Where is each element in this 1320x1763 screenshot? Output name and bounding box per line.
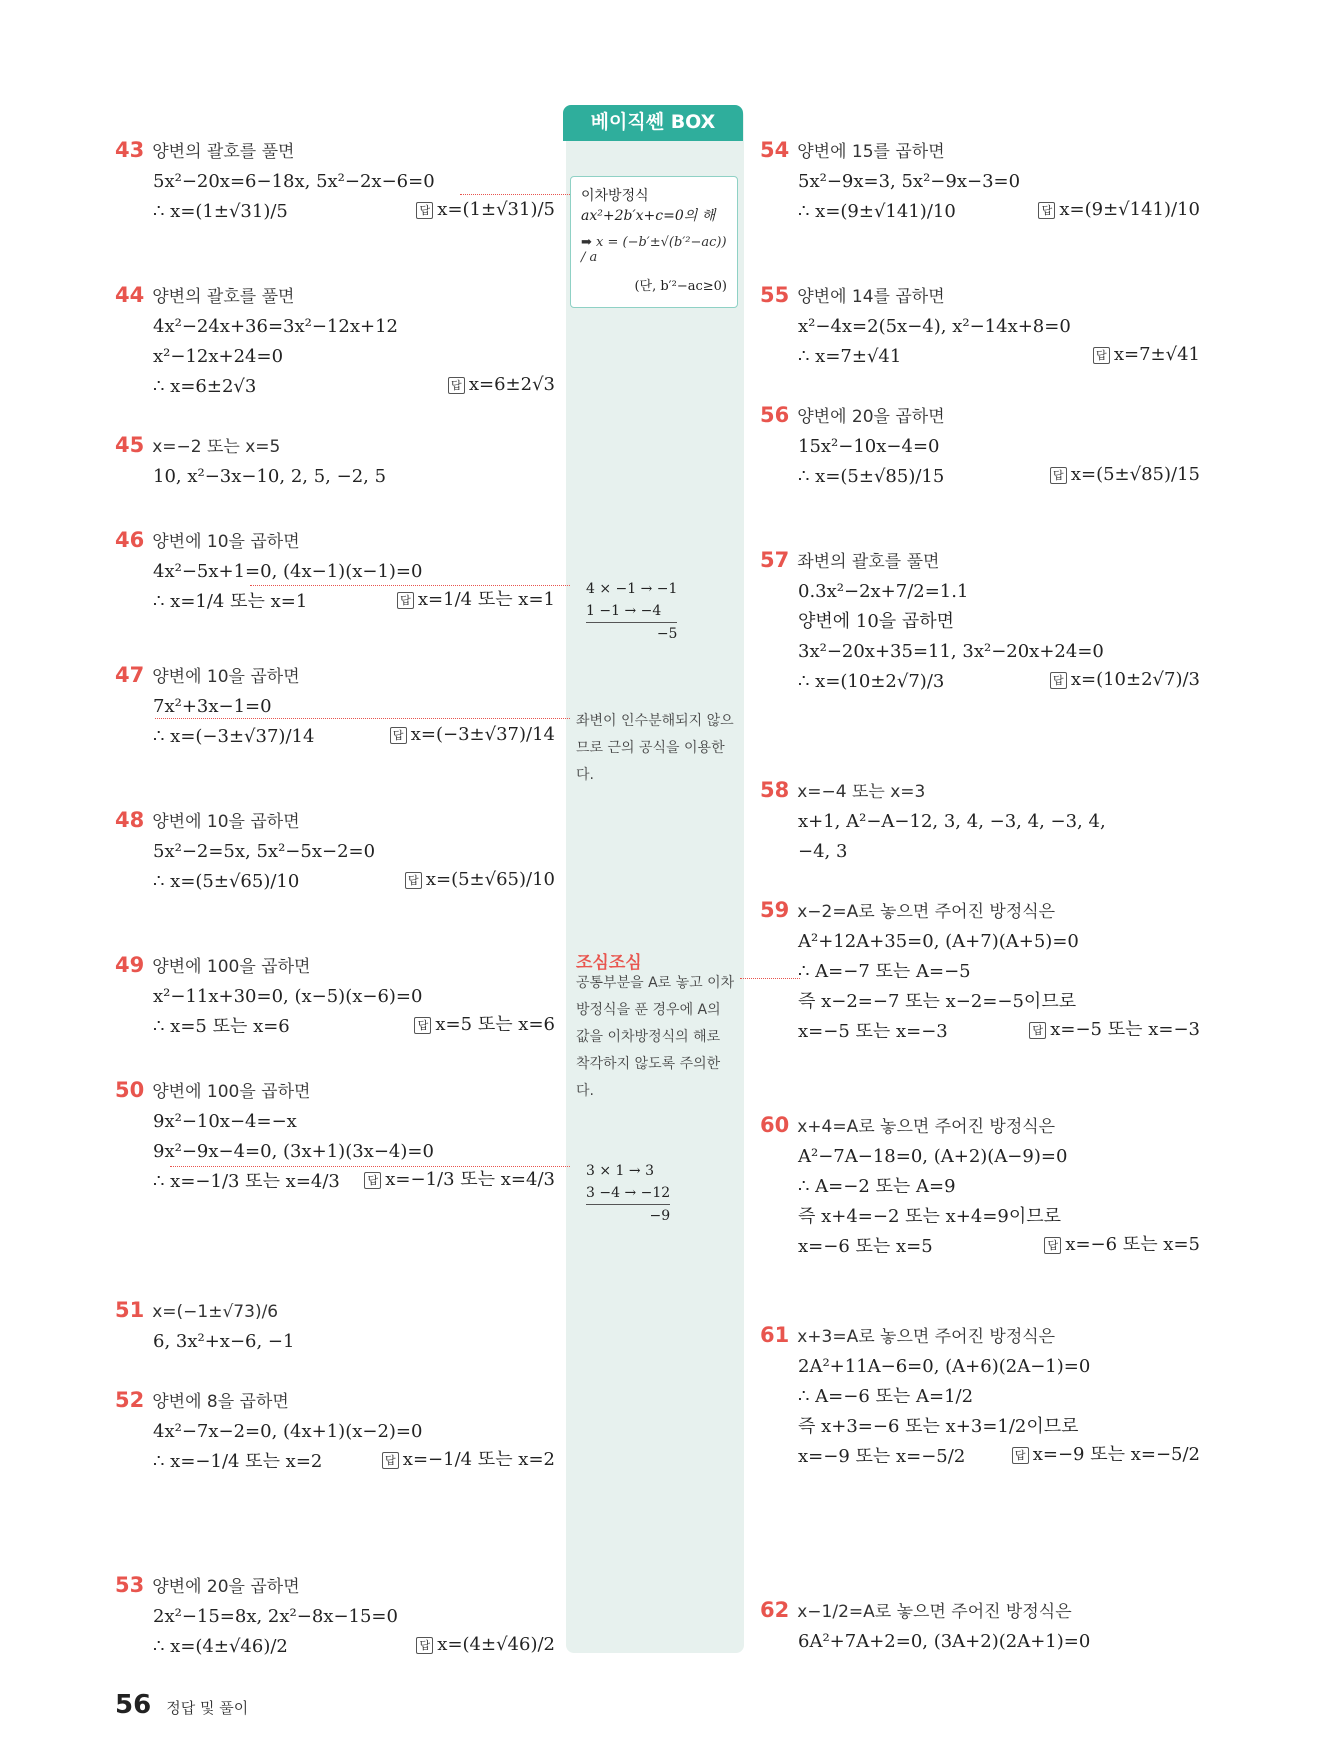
problem-number: 47 [115, 663, 145, 687]
answer-text: x=6±2√3 [468, 374, 555, 395]
answer-text: x=5 또는 x=6 [435, 1014, 555, 1035]
answer-icon: 답 [382, 1452, 399, 1469]
problem-header [760, 1595, 1200, 1627]
solution-line: 9x²−9x−4=0, (3x+1)(3x−4)=0 [153, 1141, 434, 1162]
problem-49 [115, 950, 555, 1042]
problem-number: 55 [760, 283, 790, 307]
problem-number: 50 [115, 1078, 145, 1102]
problem-53 [115, 1570, 555, 1662]
answer-icon: 답 [390, 727, 407, 744]
problem-header [115, 805, 555, 837]
answer [414, 1010, 555, 1040]
problem-step: 양변에 14를 곱하면 [797, 287, 945, 307]
problem-47 [115, 660, 555, 752]
problem-number: 59 [760, 898, 790, 922]
solution-line: 4x²−24x+36=3x²−12x+12 [153, 316, 398, 337]
answer-icon: 답 [1038, 202, 1055, 219]
answer [1012, 1440, 1200, 1470]
answer [364, 1165, 555, 1195]
problem-54 [760, 135, 1200, 227]
problem-56 [760, 400, 1200, 492]
problem-58 [760, 775, 1200, 867]
caution-title: 조심조심 [576, 953, 642, 973]
problem-62 [760, 1595, 1200, 1657]
problem-number: 49 [115, 953, 145, 977]
problem-header [760, 280, 1200, 312]
problem-header [115, 135, 555, 167]
solution-line: 6A²+7A+2=0, (3A+2)(2A+1)=0 [798, 1631, 1091, 1652]
problem-number: 48 [115, 808, 145, 832]
cross-multiply-46 [586, 578, 677, 645]
problem-step: 양변의 괄호를 풀면 [152, 287, 295, 307]
solution-line: ∴ x=(9±√141)/10 [798, 201, 956, 222]
problem-header [760, 1110, 1200, 1142]
solution-line: ∴ x=(4±√46)/2 [153, 1636, 288, 1657]
answer [448, 370, 555, 400]
problem-step: x=−2 또는 x=5 [152, 437, 281, 457]
answer-icon: 답 [1029, 1022, 1046, 1039]
solution-line: ∴ x=5 또는 x=6 [153, 1016, 290, 1037]
problem-60 [760, 1110, 1200, 1262]
problem-step: 양변에 10을 곱하면 [152, 812, 300, 832]
problem-number: 61 [760, 1323, 790, 1347]
problem-number: 46 [115, 528, 145, 552]
problem-step: x+3=A로 놓으면 주어진 방정식은 [797, 1327, 1056, 1347]
cross-line: 1 −1 → −4 [586, 600, 677, 623]
problem-header [760, 135, 1200, 167]
solution-line: 9x²−10x−4=−x [153, 1111, 297, 1132]
problem-43 [115, 135, 555, 227]
solution-line: x=−6 또는 x=5 [798, 1236, 933, 1257]
problem-header [115, 1385, 555, 1417]
problem-step: 양변의 괄호를 풀면 [152, 142, 295, 162]
answer [1050, 460, 1200, 490]
box-line: (단, b′²−ac≥0) [634, 279, 727, 294]
solution-line: ∴ x=6±2√3 [153, 376, 257, 397]
answer-icon: 답 [1093, 347, 1110, 364]
answer-text: x=−1/4 또는 x=2 [402, 1449, 555, 1470]
footer-label: 정답 및 풀이 [166, 1699, 249, 1717]
solution-line: ∴ x=(5±√65)/10 [153, 871, 300, 892]
problem-header [760, 895, 1200, 927]
problem-number: 53 [115, 1573, 145, 1597]
caution-text: 공통부분을 A로 놓고 이차방정식을 푼 경우에 A의 값을 이차방정식의 해로 착각하지 않도록 주의한다. [576, 975, 735, 1099]
answer-text: x=(5±√65)/10 [425, 869, 555, 890]
solution-line: A²+12A+35=0, (A+7)(A+5)=0 [798, 931, 1079, 952]
problem-step: 좌변의 괄호를 풀면 [797, 552, 940, 572]
answer [1093, 340, 1200, 370]
problem-number: 54 [760, 138, 790, 162]
cross-line: −5 [656, 626, 678, 642]
problem-header [115, 660, 555, 692]
answer-text: x=(5±√85)/15 [1070, 464, 1200, 485]
answer-text: x=(1±√31)/5 [437, 199, 555, 220]
problem-number: 60 [760, 1113, 790, 1137]
answer-text: x=−5 또는 x=−3 [1050, 1019, 1200, 1040]
solution-line: x²−4x=2(5x−4), x²−14x+8=0 [798, 316, 1071, 337]
solution-line: x=−9 또는 x=−5/2 [798, 1446, 966, 1467]
problem-step: x−2=A로 놓으면 주어진 방정식은 [797, 902, 1056, 922]
problem-step: x=−4 또는 x=3 [797, 782, 926, 802]
solution-line: ∴ A=−2 또는 A=9 [798, 1176, 956, 1197]
problem-number: 57 [760, 548, 790, 572]
solution-line: 10, x²−3x−10, 2, 5, −2, 5 [153, 466, 387, 487]
solution-line: 2x²−15=8x, 2x²−8x−15=0 [153, 1606, 398, 1627]
problem-55 [760, 280, 1200, 372]
answer-icon: 답 [1050, 672, 1067, 689]
solution-line: 즉 x−2=−7 또는 x−2=−5이므로 [798, 991, 1077, 1012]
problem-header [115, 1570, 555, 1602]
problem-header [115, 1295, 555, 1327]
solution-line: ∴ x=−1/3 또는 x=4/3 [153, 1171, 340, 1192]
answer [382, 1445, 555, 1475]
problem-header [760, 775, 1200, 807]
answer-icon: 답 [414, 1017, 431, 1034]
solution-line: ∴ x=−1/4 또는 x=2 [153, 1451, 323, 1472]
answer-text: x=−9 또는 x=−5/2 [1032, 1444, 1200, 1465]
solution-line: 0.3x²−2x+7/2=1.1 [798, 581, 969, 602]
solution-line: 즉 x+4=−2 또는 x+4=9이므로 [798, 1206, 1062, 1227]
problem-header [115, 1075, 555, 1107]
solution-line: 4x²−7x−2=0, (4x+1)(x−2)=0 [153, 1421, 423, 1442]
solution-line: ∴ x=(−3±√37)/14 [153, 726, 315, 747]
box-line: ax²+2b′x+c=0의 해 [581, 208, 716, 224]
solution-line: 15x²−10x−4=0 [798, 436, 940, 457]
answer [1029, 1015, 1200, 1045]
box-line: ➡ x = (−b′±√(b′²−ac)) / a [581, 235, 727, 265]
cross-multiply-50 [586, 1160, 670, 1227]
problem-52 [115, 1385, 555, 1477]
answer-icon: 답 [1044, 1237, 1061, 1254]
answer [416, 195, 555, 225]
answer-icon: 답 [397, 592, 414, 609]
problem-step: 양변에 100을 곱하면 [152, 1082, 311, 1102]
problem-step: 양변에 20을 곱하면 [152, 1577, 300, 1597]
answer [1038, 195, 1200, 225]
problem-number: 62 [760, 1598, 790, 1622]
answer-text: x=1/4 또는 x=1 [417, 589, 555, 610]
problem-44 [115, 280, 555, 402]
solution-line: ∴ x=(5±√85)/15 [798, 466, 945, 487]
cross-line: 3 −4 → −12 [586, 1182, 670, 1205]
solution-line: 3x²−20x+35=11, 3x²−20x+24=0 [798, 641, 1104, 662]
answer [405, 865, 555, 895]
solution-line: 5x²−2=5x, 5x²−5x−2=0 [153, 841, 376, 862]
solution-line: 5x²−20x=6−18x, 5x²−2x−6=0 [153, 171, 435, 192]
solution-line: 7x²+3x−1=0 [153, 696, 272, 717]
answer-text: x=−1/3 또는 x=4/3 [385, 1169, 555, 1190]
cross-line: −9 [649, 1208, 671, 1224]
answer [416, 1630, 555, 1660]
answer [1050, 665, 1200, 695]
problem-step: 양변에 10을 곱하면 [152, 532, 300, 552]
box-title: 베이직쎈 BOX [563, 105, 743, 141]
answer-icon: 답 [1050, 467, 1067, 484]
cross-line: 4 ⨯ −1 → −1 [586, 581, 678, 597]
problem-number: 45 [115, 433, 145, 457]
problem-number: 44 [115, 283, 145, 307]
solution-line: 5x²−9x=3, 5x²−9x−3=0 [798, 171, 1021, 192]
problem-step: 양변에 20을 곱하면 [797, 407, 945, 427]
answer-icon: 답 [416, 202, 433, 219]
box-line: 이차방정식 [581, 188, 649, 204]
solution-line: x=−5 또는 x=−3 [798, 1021, 948, 1042]
solution-line: ∴ x=1/4 또는 x=1 [153, 591, 308, 612]
note-47: 좌변이 인수분해되지 않으므로 근의 공식을 이용한다. [576, 713, 734, 783]
answer-icon: 답 [448, 377, 465, 394]
solution-line: x+1, A²−A−12, 3, 4, −3, 4, −3, 4, [798, 811, 1106, 832]
answer-icon: 답 [1012, 1447, 1029, 1464]
problem-header [115, 950, 555, 982]
problem-header [115, 430, 555, 462]
problem-51 [115, 1295, 555, 1357]
problem-57 [760, 545, 1200, 697]
answer [390, 720, 555, 750]
problem-header [760, 545, 1200, 577]
problem-48 [115, 805, 555, 897]
problem-step: x=(−1±√73)/6 [152, 1302, 279, 1322]
problem-number: 52 [115, 1388, 145, 1412]
solution-line: 6, 3x²+x−6, −1 [153, 1331, 295, 1352]
solution-line: A²−7A−18=0, (A+2)(A−9)=0 [798, 1146, 1068, 1167]
solution-line: ∴ A=−6 또는 A=1/2 [798, 1386, 974, 1407]
problem-50 [115, 1075, 555, 1197]
answer-text: x=(−3±√37)/14 [410, 724, 555, 745]
problem-header [115, 525, 555, 557]
problem-45 [115, 430, 555, 492]
basic-box-panel [566, 108, 744, 1653]
solution-line: ∴ x=7±√41 [798, 346, 902, 367]
problem-61 [760, 1320, 1200, 1472]
problem-number: 58 [760, 778, 790, 802]
problem-number: 56 [760, 403, 790, 427]
answer-icon: 답 [416, 1637, 433, 1654]
answer-text: x=(4±√46)/2 [437, 1634, 555, 1655]
solution-line: 2A²+11A−6=0, (A+6)(2A−1)=0 [798, 1356, 1091, 1377]
solution-line: ∴ x=(10±2√7)/3 [798, 671, 945, 692]
solution-line: 4x²−5x+1=0, (4x−1)(x−1)=0 [153, 561, 423, 582]
solution-line: ∴ x=(1±√31)/5 [153, 201, 288, 222]
solution-line: 즉 x+3=−6 또는 x+3=1/2이므로 [798, 1416, 1079, 1437]
solution-line: ∴ A=−7 또는 A=−5 [798, 961, 971, 982]
page-number: 56 [115, 1690, 152, 1720]
answer-text: x=(10±2√7)/3 [1070, 669, 1200, 690]
problem-59 [760, 895, 1200, 1047]
formula-card [570, 176, 738, 308]
problem-step: 양변에 100을 곱하면 [152, 957, 311, 977]
solution-line: −4, 3 [798, 841, 848, 862]
answer-icon: 답 [405, 872, 422, 889]
problem-number: 43 [115, 138, 145, 162]
problem-step: x+4=A로 놓으면 주어진 방정식은 [797, 1117, 1056, 1137]
problem-step: x−1/2=A로 놓으면 주어진 방정식은 [797, 1602, 1072, 1622]
problem-number: 51 [115, 1298, 145, 1322]
problem-header [760, 400, 1200, 432]
answer-icon: 답 [364, 1172, 381, 1189]
problem-step: 양변에 10을 곱하면 [152, 667, 300, 687]
problem-header [760, 1320, 1200, 1352]
problem-46 [115, 525, 555, 617]
answer-text: x=(9±√141)/10 [1059, 199, 1200, 220]
solution-line: x²−11x+30=0, (x−5)(x−6)=0 [153, 986, 423, 1007]
answer-text: x=−6 또는 x=5 [1065, 1234, 1200, 1255]
solution-line: x²−12x+24=0 [153, 346, 284, 367]
problem-step: 양변에 8을 곱하면 [152, 1392, 289, 1412]
answer [1044, 1230, 1200, 1260]
cross-line: 3 ⨯ 1 → 3 [586, 1163, 654, 1179]
page-footer [115, 1690, 248, 1720]
answer-text: x=7±√41 [1113, 344, 1200, 365]
answer [397, 585, 555, 615]
solution-line: 양변에 10을 곱하면 [798, 611, 955, 632]
problem-header [115, 280, 555, 312]
problem-step: 양변에 15를 곱하면 [797, 142, 945, 162]
